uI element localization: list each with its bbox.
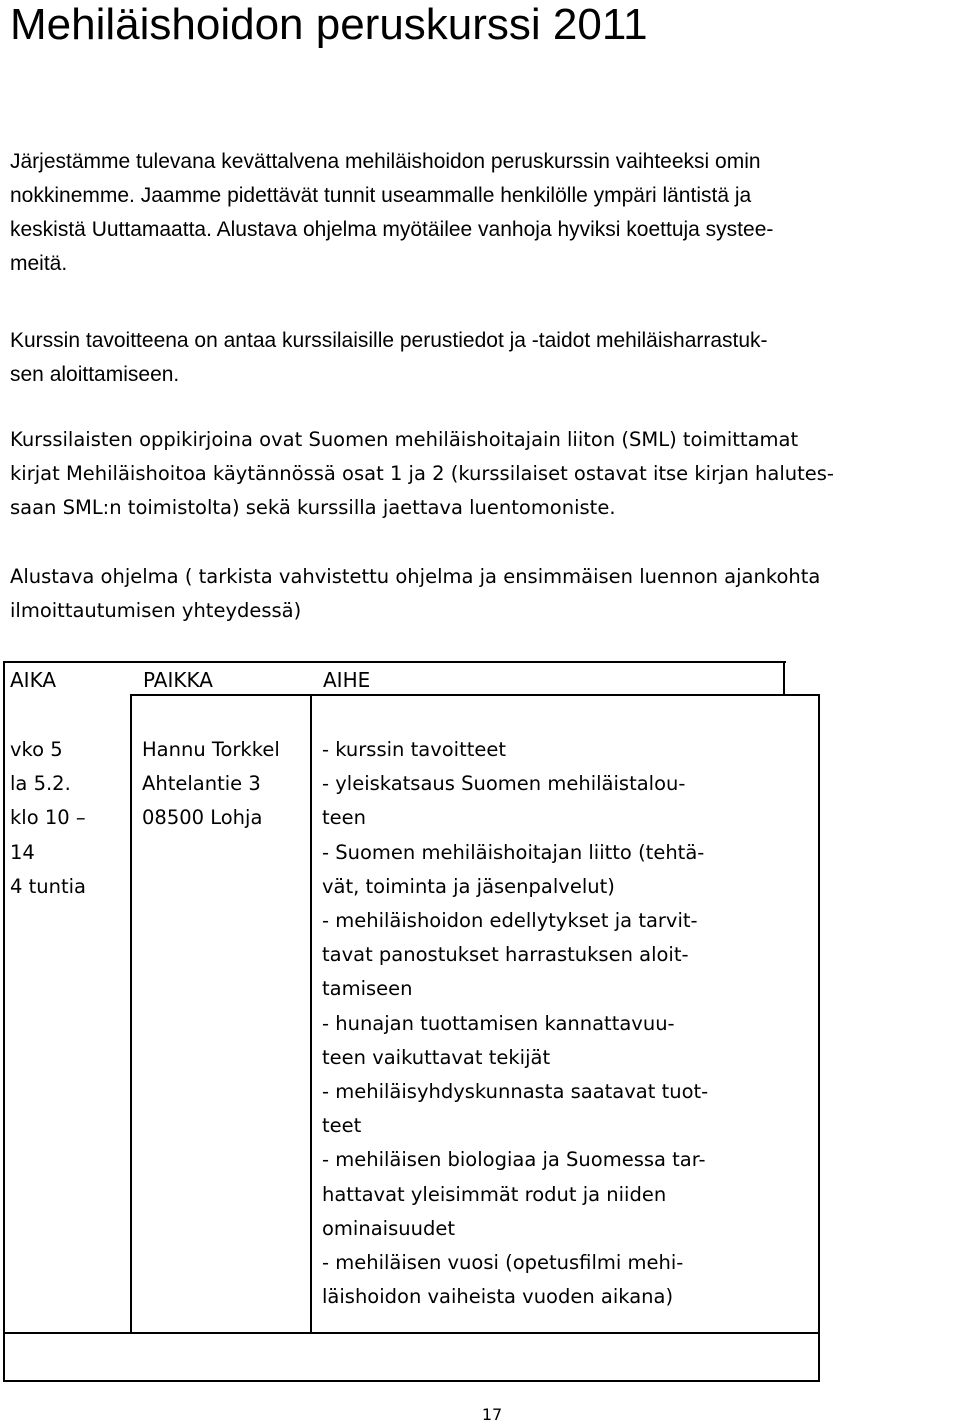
program-intro-paragraph — [10, 560, 820, 628]
paragraph-line: keskistä Uuttamaatta. Alustava ohjelma myötäilee vanhoja hyviksi koettuja systee- — [10, 218, 774, 241]
topic-line: teen — [322, 806, 366, 830]
table-header-step — [783, 694, 819, 696]
topic-line: tamiseen — [322, 977, 413, 1001]
paragraph-line: sen aloittamiseen. — [10, 363, 180, 386]
place-line: Hannu Torkkel — [142, 738, 280, 761]
cell-topic — [322, 733, 708, 1314]
topic-line: - Suomen mehiläishoitajan liitto (tehtä- — [322, 840, 705, 864]
table-column-divider-1 — [130, 694, 132, 1334]
header-topic: AIHE — [323, 668, 371, 692]
table-border-top — [3, 661, 786, 663]
time-line: 14 — [10, 840, 35, 864]
table-body-divider — [3, 1332, 820, 1334]
cell-time — [10, 733, 86, 904]
topic-line: - mehiläisen vuosi (opetusfilmi mehi- — [322, 1251, 684, 1275]
table-border-header-right — [783, 661, 785, 696]
header-place: PAIKKA — [143, 668, 213, 692]
paragraph-line: Kurssin tavoitteena on antaa kurssilaisille perustiedot ja -taidot mehiläisharrastuk- — [10, 329, 768, 352]
topic-line: - yleiskatsaus Suomen mehiläistalou- — [322, 772, 686, 796]
place-line: Ahtelantie 3 — [142, 772, 261, 796]
topic-line: - mehiläisyhdyskunnasta saatavat tuot- — [322, 1080, 709, 1104]
textbooks-paragraph — [10, 423, 834, 525]
paragraph-line: kirjat Mehiläishoitoa käytännössä osat 1 ja 2 (kurssilaiset ostavat itse kirjan halutes- — [10, 462, 834, 485]
paragraph-line: nokkinemme. Jaamme pidettävät tunnit useammalle henkilölle ympäri läntistä ja — [10, 184, 752, 207]
topic-line: - mehiläishoidon edellytykset ja tarvit- — [322, 909, 698, 933]
topic-line: ominaisuudet — [322, 1216, 455, 1240]
topic-line: läishoidon vaiheista vuoden aikana) — [322, 1285, 674, 1309]
topic-line: - kurssin tavoitteet — [322, 738, 507, 761]
goal-paragraph — [10, 324, 768, 392]
paragraph-line: saan SML:n toimistolta) sekä kurssilla jaettava luentomoniste. — [10, 496, 616, 519]
topic-line: vät, toiminta ja jäsenpalvelut) — [322, 874, 615, 898]
cell-place — [142, 733, 280, 836]
paragraph-line: Kurssilaisten oppikirjoina ovat Suomen mehiläishoitajain liiton (SML) toimittamat — [10, 428, 799, 451]
topic-line: hattavat yleisimmät rodut ja niiden — [322, 1182, 667, 1206]
table-header-divider — [130, 694, 785, 696]
table-border-right — [818, 694, 820, 1382]
topic-line: teen vaikuttavat tekijät — [322, 1045, 551, 1069]
topic-line: - hunajan tuottamisen kannattavuu- — [322, 1011, 675, 1035]
time-line: klo 10 – — [10, 806, 86, 830]
place-line: 08500 Lohja — [142, 806, 263, 830]
topic-line: teet — [322, 1114, 362, 1138]
time-line: la 5.2. — [10, 772, 71, 796]
page-number: 17 — [481, 1405, 503, 1424]
time-line: 4 tuntia — [10, 874, 86, 898]
paragraph-line: meitä. — [10, 252, 68, 275]
paragraph-line: ilmoittautumisen yhteydessä) — [10, 599, 302, 622]
table-border-left — [3, 661, 5, 1382]
time-line: vko 5 — [10, 738, 63, 761]
paragraph-line: Alustava ohjelma ( tarkista vahvistettu ohjelma ja ensimmäisen luennon ajankohta — [10, 565, 821, 588]
intro-paragraph — [10, 145, 773, 281]
topic-line: tavat panostukset harrastuksen aloit- — [322, 943, 689, 967]
table-column-divider-2 — [310, 694, 312, 1334]
document-title: Mehiläishoidon peruskurssi 2011 — [10, 0, 648, 49]
table-border-bottom — [3, 1380, 820, 1382]
header-time: AIKA — [10, 668, 57, 692]
topic-line: - mehiläisen biologiaa ja Suomessa tar- — [322, 1148, 706, 1172]
paragraph-line: Järjestämme tulevana kevättalvena mehiläishoidon peruskurssin vaihteeksi omin — [10, 150, 761, 173]
